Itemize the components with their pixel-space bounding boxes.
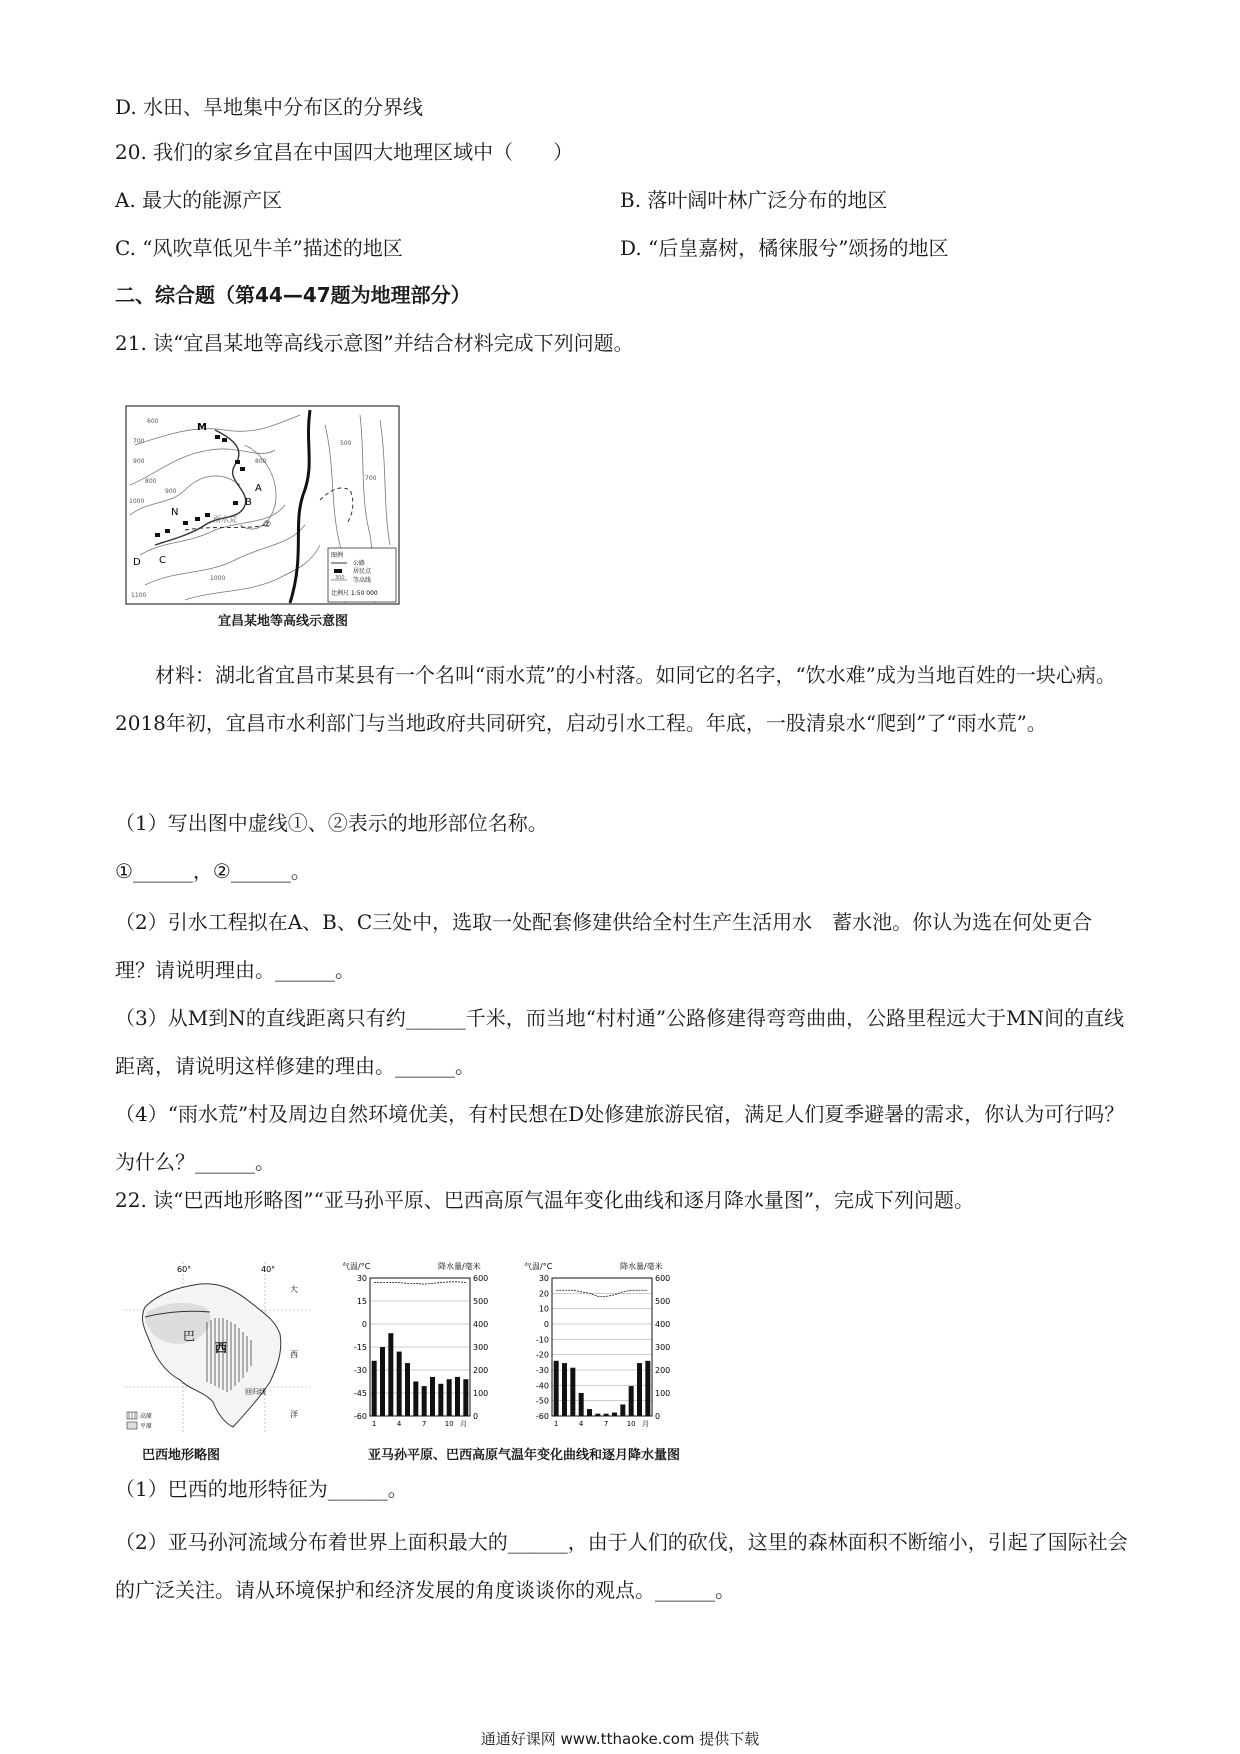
label-b: B <box>245 497 252 508</box>
q21-part1-blanks: ①______，②______。 <box>115 859 311 883</box>
svg-text:巴: 巴 <box>183 1329 196 1343</box>
q20-option-c: C. “风吹草低见牛羊”描述的地区 <box>115 236 403 260</box>
q21-part1: （1）写出图中虚线①、②表示的地形部位名称。 <box>115 811 548 835</box>
mark-2: ② <box>263 520 272 530</box>
label-c: C <box>159 555 166 566</box>
precipitation-bar <box>455 1377 460 1416</box>
y2-tick-label: 100 <box>655 1389 671 1398</box>
x-tick-label: 1 <box>371 1420 377 1428</box>
y2-tick-label: 500 <box>655 1297 671 1306</box>
svg-text:洋: 洋 <box>290 1410 298 1419</box>
precipitation-bar <box>629 1386 634 1416</box>
q20-option-a: A. 最大的能源产区 <box>115 188 283 212</box>
x-tick-label: 10 <box>444 1420 454 1428</box>
q20-stem: 20. 我们的家乡宜昌在中国四大地理区域中（ ） <box>115 140 574 164</box>
y2-tick-label: 600 <box>655 1274 671 1283</box>
y-tick-label: 0 <box>543 1320 549 1329</box>
village-label: 雨水荒 <box>213 515 237 524</box>
contour-map <box>125 405 400 605</box>
svg-text:平原: 平原 <box>140 1423 153 1430</box>
svg-text:回归线: 回归线 <box>245 1388 266 1396</box>
section-2-title: 二、综合题（第44—47题为地理部分） <box>115 283 471 307</box>
amazon-climate-chart <box>340 1258 510 1438</box>
contour-label: 900 <box>133 458 145 465</box>
y-tick-label: 10 <box>538 1304 549 1314</box>
climate-chart-caption: 亚马孙平原、巴西高原气温年变化曲线和逐月降水量图 <box>368 1448 681 1463</box>
label-d: D <box>133 557 141 568</box>
svg-text:大: 大 <box>290 1285 298 1294</box>
q21-material: 材料：湖北省宜昌市某县有一个名叫“雨水荒”的小村落。如同它的名字，“饮水难”成为当地百姓的一块心病。2018年初，宜昌市水利部门与当地政府共同研究，启动引水工程。年底，一股清泉水“爬到”了“雨水荒”。 <box>115 663 1116 735</box>
y2-axis-label: 降水量/毫米 <box>620 1262 663 1271</box>
precipitation-bar <box>422 1386 427 1416</box>
contour-label: 800 <box>255 458 267 465</box>
q21-stem: 21. 读“宜昌某地等高线示意图”并结合材料完成下列问题。 <box>115 331 634 355</box>
q22-stem: 22. 读“巴西地形略图”“亚马孙平原、巴西高原气温年变化曲线和逐月降水量图”，完成下列问题。 <box>115 1188 975 1212</box>
contour-map-caption: 宜昌某地等高线示意图 <box>218 614 349 629</box>
svg-text:高原: 高原 <box>140 1413 153 1420</box>
y-tick-label: 20 <box>538 1289 549 1299</box>
y-tick-label: -10 <box>535 1335 549 1345</box>
y-tick-label: -50 <box>535 1396 549 1406</box>
y-tick-label: -20 <box>535 1350 549 1360</box>
q21-part4: （4）“雨水荒”村及周边自然环境优美，有村民想在D处修建旅游民宿，满足人们夏季避暑的需求，你认为可行吗？为什么？______。 <box>115 1102 1125 1174</box>
q22-part1: （1）巴西的地形特征为______。 <box>115 1477 408 1501</box>
y-axis-label: 气温/°C <box>524 1262 553 1271</box>
y-tick-label: 15 <box>356 1297 367 1306</box>
contour-label: 700 <box>365 475 377 482</box>
contour-label: 1000 <box>129 498 145 505</box>
label-n: N <box>171 507 179 518</box>
y-tick-label: -60 <box>535 1412 549 1421</box>
x-axis-label: 月 <box>460 1420 467 1428</box>
contour-label: 700 <box>133 438 145 445</box>
brazil-map <box>125 1262 310 1437</box>
y-tick-label: 30 <box>356 1274 367 1283</box>
precipitation-bar <box>447 1379 452 1416</box>
svg-text:300: 300 <box>335 575 345 581</box>
contour-label: 1000 <box>210 575 226 582</box>
y2-tick-label: 100 <box>473 1389 489 1398</box>
precipitation-bar <box>554 1361 559 1416</box>
precipitation-bar <box>637 1363 642 1416</box>
precipitation-bar <box>587 1409 592 1416</box>
precipitation-bar <box>397 1352 402 1416</box>
precipitation-bar <box>562 1363 567 1416</box>
plateau-climate-chart <box>522 1258 692 1438</box>
y2-tick-label: 0 <box>655 1412 661 1421</box>
y-tick-label: -60 <box>353 1412 367 1421</box>
y2-tick-label: 300 <box>655 1343 671 1352</box>
precipitation-bar <box>430 1377 435 1416</box>
y2-tick-label: 400 <box>655 1320 671 1329</box>
svg-text:40°: 40° <box>261 1265 276 1274</box>
y2-tick-label: 400 <box>473 1320 489 1329</box>
y-tick-label: -40 <box>535 1381 549 1391</box>
y-tick-label: -30 <box>353 1366 367 1375</box>
svg-text:西: 西 <box>290 1350 298 1359</box>
x-tick-label: 4 <box>396 1420 402 1428</box>
x-tick-label: 10 <box>626 1420 636 1428</box>
x-tick-label: 7 <box>603 1420 609 1428</box>
y2-tick-label: 600 <box>473 1274 489 1283</box>
contour-label: 1100 <box>131 592 147 599</box>
svg-text:60°: 60° <box>177 1265 192 1274</box>
y-tick-label: -45 <box>353 1389 367 1398</box>
svg-text:居民点: 居民点 <box>353 568 372 575</box>
label-a: A <box>255 483 262 494</box>
y-tick-label: -30 <box>535 1366 549 1375</box>
contour-label: 900 <box>165 488 177 495</box>
x-tick-label: 4 <box>578 1420 584 1428</box>
brazil-map-caption: 巴西地形略图 <box>142 1448 221 1463</box>
precipitation-bar <box>388 1333 393 1416</box>
svg-text:等高线: 等高线 <box>353 577 372 584</box>
precipitation-bar <box>413 1382 418 1417</box>
y2-tick-label: 200 <box>473 1366 489 1375</box>
svg-text:公路: 公路 <box>353 560 366 567</box>
precipitation-bar <box>579 1393 584 1416</box>
svg-text:比例尺 1:50 000: 比例尺 1:50 000 <box>331 590 378 597</box>
x-axis-label: 月 <box>642 1420 649 1428</box>
q21-part3: （3）从M到N的直线距离只有约______千米，而当地“村村通”公路修建得弯弯曲曲，公路里程远大于MN间的直线距离，请说明这样修建的理由。______。 <box>115 1006 1125 1078</box>
precipitation-bar <box>405 1363 410 1416</box>
q20-option-b: B. 落叶阔叶林广泛分布的地区 <box>620 188 888 212</box>
y-axis-label: 气温/°C <box>342 1262 371 1271</box>
y2-tick-label: 0 <box>473 1412 479 1421</box>
q22-part2: （2）亚马孙河流域分布着世界上面积最大的______，由于人们的砍伐，这里的森林面积不断缩小，引起了国际社会的广泛关注。请从环境保护和经济发展的角度谈谈你的观点。______。 <box>115 1530 1128 1602</box>
map-legend <box>328 548 396 602</box>
q21-part2: （2）引水工程拟在A、B、C三处中，选取一处配套修建供给全村生产生活用水 蓄水池。你认为选在何处更合理？请说明理由。______。 <box>115 910 1093 982</box>
y2-tick-label: 300 <box>473 1343 489 1352</box>
precipitation-bar <box>645 1361 650 1416</box>
y2-axis-label: 降水量/毫米 <box>438 1262 481 1271</box>
x-tick-label: 1 <box>553 1420 559 1428</box>
y-tick-label: 0 <box>361 1320 367 1329</box>
svg-text:西: 西 <box>215 1341 228 1355</box>
y-tick-label: -15 <box>353 1343 367 1352</box>
y-tick-label: 30 <box>538 1274 549 1283</box>
precipitation-bar <box>380 1347 385 1416</box>
precipitation-bar <box>438 1384 443 1416</box>
precipitation-bar <box>463 1379 468 1416</box>
footer: 通通好课网 www.tthaoke.com 提供下载 <box>480 1730 760 1748</box>
contour-label: 600 <box>147 418 159 425</box>
contour-label: 800 <box>145 478 157 485</box>
temperature-line <box>374 1282 466 1284</box>
precipitation-bar <box>620 1405 625 1417</box>
contour-label: 500 <box>340 440 352 447</box>
precipitation-bar <box>372 1361 377 1416</box>
q20-option-d: D. “后皇嘉树，橘徕服兮”颂扬的地区 <box>620 236 949 260</box>
q19-option-d: D. 水田、旱地集中分布区的分界线 <box>115 95 424 119</box>
x-tick-label: 7 <box>421 1420 427 1428</box>
svg-text:图例: 图例 <box>331 552 344 559</box>
precipitation-bar <box>612 1413 617 1416</box>
brazil-outline <box>142 1284 280 1427</box>
y2-tick-label: 500 <box>473 1297 489 1306</box>
y2-tick-label: 200 <box>655 1366 671 1375</box>
precipitation-bar <box>570 1368 575 1416</box>
label-m: M <box>197 422 207 433</box>
